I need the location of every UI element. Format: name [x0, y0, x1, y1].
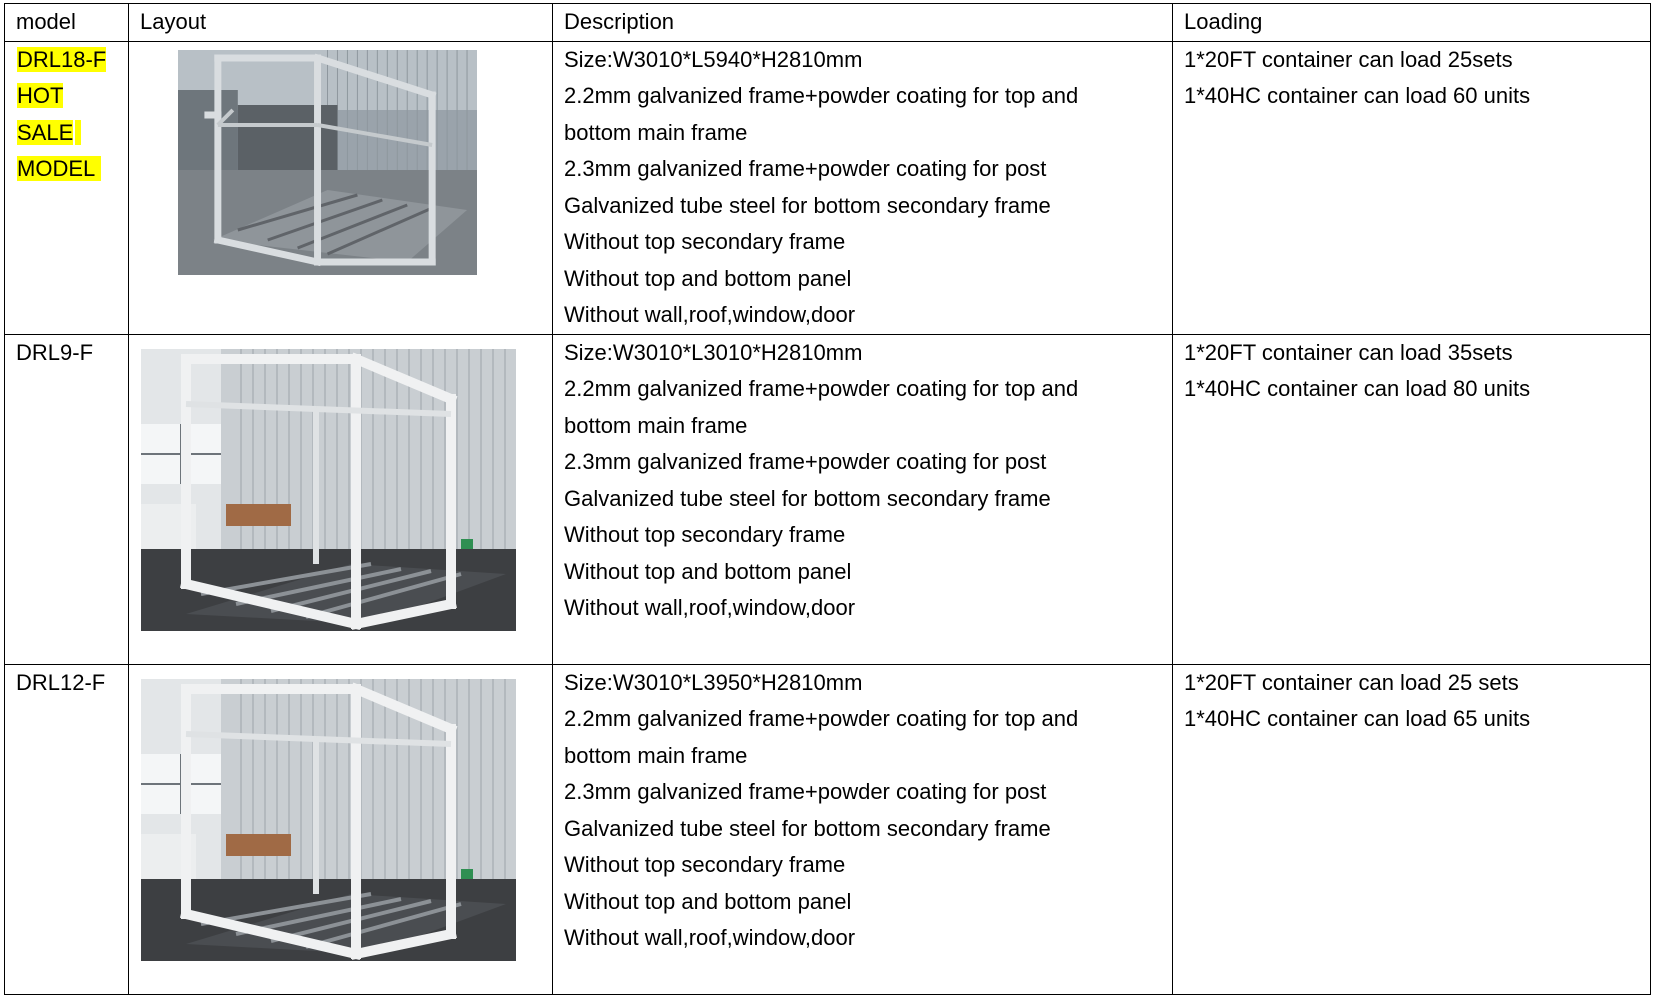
table-row: [5, 664, 1651, 994]
description-cell: [553, 334, 1173, 664]
layout-cell: [129, 334, 553, 664]
description-line: bottom main frame: [564, 742, 748, 768]
description-cell: [553, 664, 1173, 994]
description-line: 2.3mm galvanized frame+powder coating for post: [564, 156, 1047, 181]
description-line: 2.3mm galvanized frame+powder coating for post: [564, 779, 1047, 804]
header-layout: Layout: [129, 4, 553, 42]
header-loading: Loading: [1173, 4, 1651, 42]
model-cell: [5, 334, 129, 664]
loading-line: 1*40HC container can load 80 units: [1184, 376, 1531, 401]
description-line: Without top and bottom panel: [564, 558, 852, 584]
layout-cell: [129, 664, 553, 994]
description-line: Without top secondary frame: [564, 852, 846, 877]
loading-line: 1*20FT container can load 25 sets: [1184, 669, 1519, 695]
layout-cell: [129, 41, 553, 334]
description-line: Without top and bottom panel: [564, 265, 852, 291]
description-line: 2.3mm galvanized frame+powder coating for post: [564, 449, 1047, 474]
description-line: Size:W3010*L5940*H2810mm: [564, 46, 863, 72]
container-frame-photo: [141, 349, 516, 631]
description-line: Without top secondary frame: [564, 229, 846, 254]
table-row: [5, 334, 1651, 664]
description-line: bottom main frame: [564, 412, 748, 438]
model-name: DRL12-F: [16, 669, 106, 695]
description-line: Without top secondary frame: [564, 522, 846, 547]
description-line: Without wall,roof,window,door: [564, 595, 856, 620]
description-line: Galvanized tube steel for bottom secondary frame: [564, 485, 1051, 511]
loading-cell: [1173, 664, 1651, 994]
description-line: Without top and bottom panel: [564, 888, 852, 914]
loading-line: 1*40HC container can load 65 units: [1184, 706, 1531, 731]
model-tag: SALE: [17, 119, 74, 145]
header-model: model: [5, 4, 129, 42]
header-description: Description: [553, 4, 1173, 42]
loading-line: 1*20FT container can load 35sets: [1184, 339, 1513, 365]
model-tag: MODEL: [17, 156, 96, 181]
model-tag: HOT: [17, 83, 64, 108]
loading-line: 1*20FT container can load 25sets: [1184, 46, 1513, 72]
description-line: Without wall,roof,window,door: [564, 925, 856, 950]
description-line: 2.2mm galvanized frame+powder coating for top and: [564, 376, 1079, 401]
description-line: Size:W3010*L3950*H2810mm: [564, 669, 863, 695]
container-frame-photo: [178, 50, 477, 275]
loading-cell: [1173, 41, 1651, 334]
header-row: [5, 4, 1651, 42]
model-name: DRL9-F: [16, 339, 94, 365]
spec-table: [4, 3, 1651, 995]
model-cell: [5, 41, 129, 334]
model-cell: [5, 664, 129, 994]
description-line: 2.2mm galvanized frame+powder coating for top and: [564, 83, 1079, 108]
description-line: Size:W3010*L3010*H2810mm: [564, 339, 863, 365]
description-cell: [553, 41, 1173, 334]
table-row: [5, 41, 1651, 334]
loading-cell: [1173, 334, 1651, 664]
description-line: 2.2mm galvanized frame+powder coating for top and: [564, 706, 1079, 731]
description-line: Without wall,roof,window,door: [564, 302, 856, 327]
description-line: Galvanized tube steel for bottom secondary frame: [564, 192, 1051, 218]
container-frame-photo: [141, 679, 516, 961]
loading-line: 1*40HC container can load 60 units: [1184, 83, 1531, 108]
description-line: Galvanized tube steel for bottom secondary frame: [564, 815, 1051, 841]
model-name: DRL18-F: [17, 46, 107, 72]
description-line: bottom main frame: [564, 119, 748, 145]
